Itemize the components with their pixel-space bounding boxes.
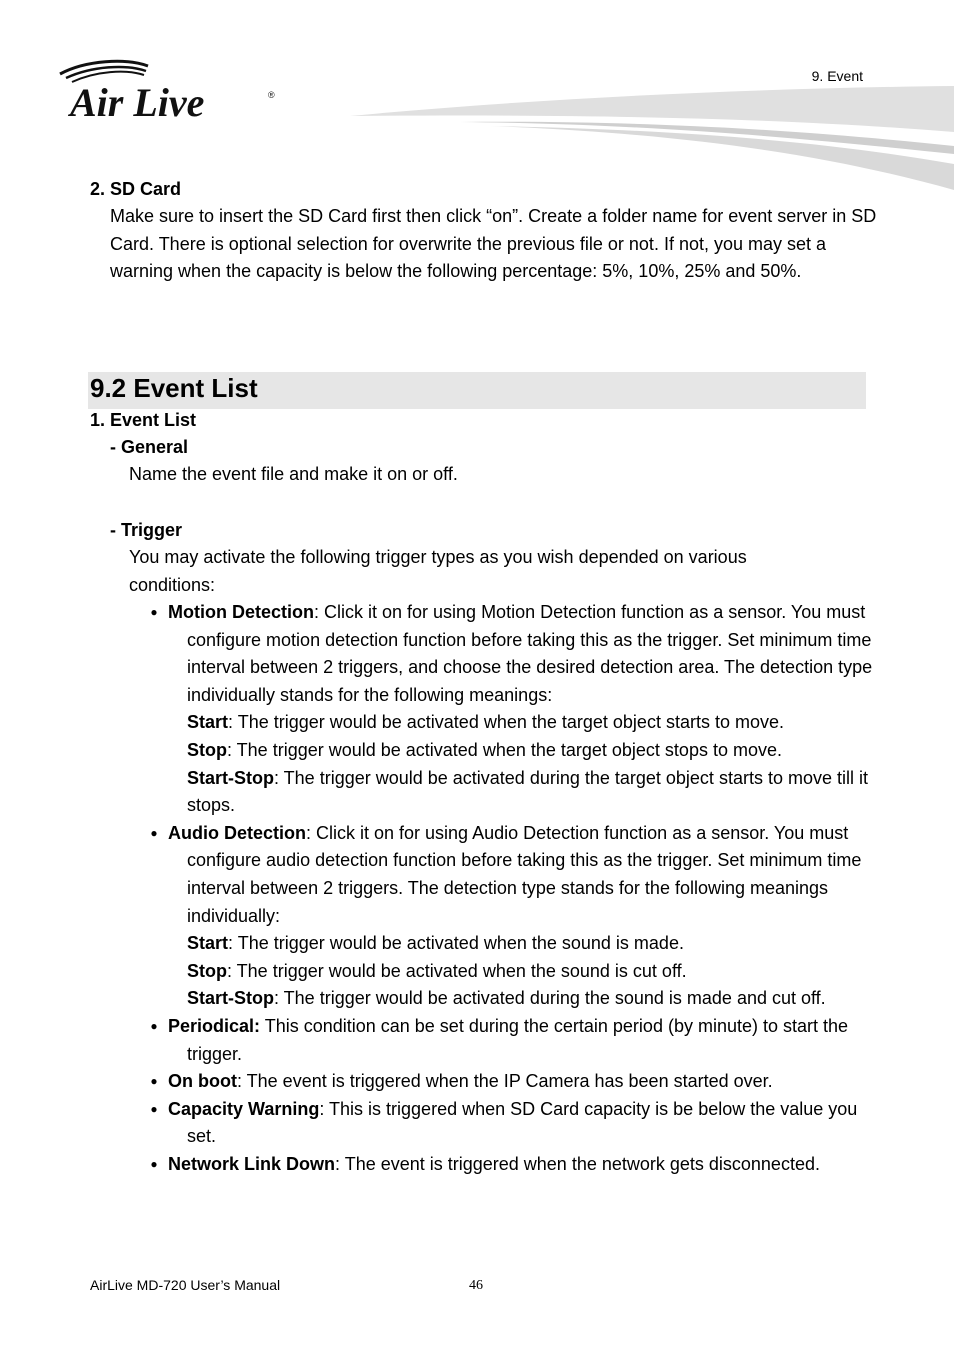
trigger-type-list bbox=[148, 599, 878, 1178]
term: Audio Detection bbox=[168, 822, 306, 843]
term: On boot bbox=[168, 1071, 237, 1092]
term: Motion Detection bbox=[168, 602, 314, 622]
general-heading: - General bbox=[110, 437, 189, 457]
bullet-icon: ● bbox=[150, 1156, 158, 1171]
list-item: ● On boot: The event is triggered when the IP Camera has been started over. bbox=[148, 1068, 878, 1096]
sd-card-paragraph: Make sure to insert the SD Card first then click “on”. Create a folder name for event server in SD Card. There is optional selection for overwrite the previous file or not. If not, you may set a warning when the capacity is below the following percentage: 5%, 10%, 25% and 50%. bbox=[110, 206, 877, 282]
airlive-logo bbox=[56, 58, 286, 124]
footer-manual-title: AirLive MD-720 User’s Manual bbox=[90, 1277, 281, 1293]
sub-item: Start: The trigger would be activated when the sound is made. bbox=[187, 933, 684, 954]
bullet-icon: ● bbox=[150, 1074, 158, 1089]
sub-item: Start-Stop: The trigger would be activated during the target object starts to move till it stops. bbox=[187, 767, 868, 816]
svg-text:®: ® bbox=[268, 90, 275, 100]
list-item: ● Motion Detection: Click it on for using Motion Detection function as a sensor. You must configure motion detection function before taking this as the trigger. Set minimum time interval between 2 triggers, and choose the desired detection area. The detection type individually stands for the following meanings: Start: The trigger would be activated when the target object starts to move. Stop: The trigger would be activated when the target object stops to move. Start-Stop: The trigger would be activated during the target object starts to move till it stops. bbox=[148, 599, 878, 820]
list-item: ● Network Link Down: The event is triggered when the network gets disconnected. bbox=[148, 1151, 878, 1179]
section-title: 9.2 Event List bbox=[90, 373, 258, 403]
sd-card-heading: 2. SD Card bbox=[90, 179, 182, 199]
bullet-icon: ● bbox=[150, 1018, 158, 1033]
term: Capacity Warning bbox=[168, 1098, 320, 1119]
term: Network Link Down bbox=[168, 1153, 336, 1174]
sub-item: Stop: The trigger would be activated when the target object stops to move. bbox=[187, 739, 782, 760]
page-number: 46 bbox=[469, 1278, 483, 1293]
general-paragraph: Name the event file and make it on or off. bbox=[129, 464, 458, 484]
term: Periodical: bbox=[168, 1015, 261, 1036]
bullet-icon: ● bbox=[150, 825, 158, 840]
bullet-icon: ● bbox=[150, 605, 158, 619]
svg-text:Air Live: Air Live bbox=[70, 80, 205, 124]
trigger-paragraph: You may activate the following trigger types as you wish depended on various conditions: bbox=[129, 547, 747, 595]
trigger-heading: - Trigger bbox=[110, 520, 183, 540]
sub-item: Start: The trigger would be activated when the target object starts to move. bbox=[187, 712, 784, 733]
bullet-icon: ● bbox=[150, 1101, 158, 1116]
header-swoosh-decoration bbox=[340, 80, 954, 195]
chapter-label: 9. Event bbox=[811, 68, 863, 84]
sub-item: Start-Stop: The trigger would be activated during the sound is made and cut off. bbox=[187, 988, 826, 1009]
list-item: ● Audio Detection: Click it on for using Audio Detection function as a sensor. You must configure audio detection function before taking this as the trigger. Set minimum time interval between 2 triggers. The detection type stands for the following meanings individually: Start: The trigger would be activated when the sound is made. Stop: The trigger would be activated when the sound is cut off. Start-Stop: The trigger would be activated during the sound is made and cut off. bbox=[148, 820, 878, 1013]
list-item: ● Periodical: This condition can be set during the certain period (by minute) to start the trigger. bbox=[148, 1013, 878, 1068]
sub-item: Stop: The trigger would be activated when the sound is cut off. bbox=[187, 960, 687, 981]
event-list-heading: 1. Event List bbox=[90, 410, 197, 430]
list-item: ● Capacity Warning: This is triggered when SD Card capacity is be below the value you set. bbox=[148, 1096, 878, 1151]
